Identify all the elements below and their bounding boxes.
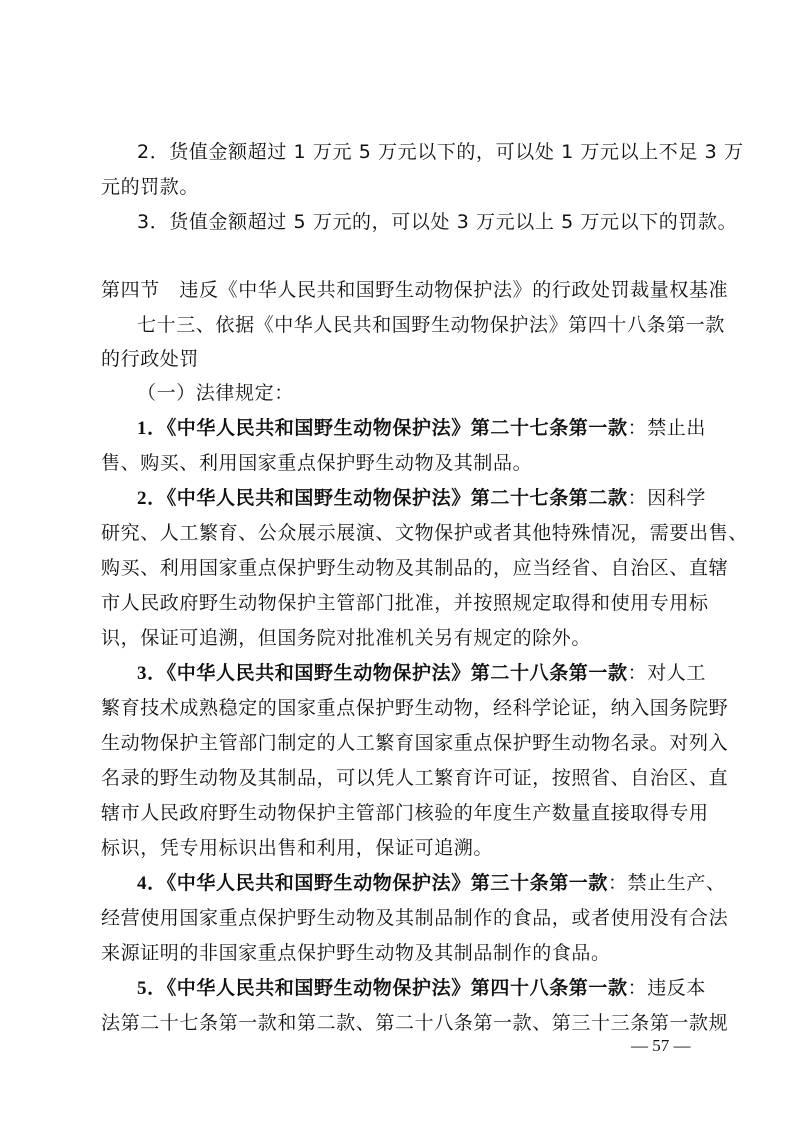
law-item-3-line: 生动物保护主管部门制定的人工繁育国家重点保护野生动物名录。对列入 <box>101 732 729 754</box>
law-item-4-text-start: ：禁止生产、 <box>608 872 726 894</box>
law-item-1-citation: 《中华人民共和国野生动物保护法》第二十七条第一款 <box>166 417 628 439</box>
law-item-1-text-start: ：禁止出 <box>627 417 707 439</box>
law-item-1-number: 1． <box>137 418 167 439</box>
law-item-2-citation: 《中华人民共和国野生动物保护法》第二十七条第二款 <box>166 487 628 509</box>
law-item-1-line: 售、购买、利用国家重点保护野生动物及其制品。 <box>101 452 533 474</box>
law-item-2-line: 购买、利用国家重点保护野生动物及其制品的，应当经省、自治区、直辖 <box>101 557 729 579</box>
law-item-5-text-start: ：违反本 <box>627 977 707 999</box>
law-item-3-line: 标识，凭专用标识出售和利用，保证可追溯。 <box>101 837 494 859</box>
law-item-3-head <box>137 661 706 686</box>
law-item-2-head <box>137 486 706 511</box>
law-item-2-line: 识，保证可追溯，但国务院对批准机关另有规定的除外。 <box>101 627 592 649</box>
law-item-3-line: 辖市人民政府野生动物保护主管部门核验的年度生产数量直接取得专用 <box>101 802 709 824</box>
law-item-4-line: 经营使用国家重点保护野生动物及其制品制作的食品，或者使用没有合法 <box>101 907 729 929</box>
law-item-4-citation: 《中华人民共和国野生动物保护法》第三十条第一款 <box>166 872 609 894</box>
penalty-item-2-line-1: 2．货值金额超过 1 万元 5 万元以下的，可以处 1 万元以上不足 3 万 <box>137 141 744 163</box>
law-item-3-number: 3． <box>137 663 167 684</box>
law-item-5-line: 法第二十七条第一款和第二款、第二十八条第一款、第三十三条第一款规 <box>101 1012 729 1034</box>
page-number: — 57 — <box>631 1036 691 1055</box>
law-item-3-citation: 《中华人民共和国野生动物保护法》第二十八条第一款 <box>166 662 628 684</box>
law-item-4-head <box>137 871 726 896</box>
law-item-5-head <box>137 976 706 1001</box>
law-item-2-line: 研究、人工繁育、公众展示展演、文物保护或者其他特殊情况，需要出售、 <box>101 522 748 544</box>
law-item-4-line: 来源证明的非国家重点保护野生动物及其制品制作的食品。 <box>101 942 611 964</box>
penalty-item-3-line-1: 3．货值金额超过 5 万元的，可以处 3 万元以上 5 万元以下的罚款。 <box>137 211 738 233</box>
law-item-5-citation: 《中华人民共和国野生动物保护法》第四十八条第一款 <box>166 977 628 999</box>
article-73-line-2: 的行政处罚 <box>101 348 200 370</box>
law-item-3-line: 名录的野生动物及其制品，可以凭人工繁育许可证，按照省、自治区、直 <box>101 767 729 789</box>
law-item-5-number: 5． <box>137 978 167 999</box>
article-73-line-1: 七十三、依据《中华人民共和国野生动物保护法》第四十八条第一款 <box>137 314 726 336</box>
law-item-1-head <box>137 416 706 441</box>
legal-provisions-heading: （一）法律规定： <box>137 382 294 404</box>
law-item-3-line: 繁育技术成熟稳定的国家重点保护野生动物，经科学论证，纳入国务院野 <box>101 697 729 719</box>
law-item-3-text-start: ：对人工 <box>627 662 707 684</box>
law-item-2-text-start: ：因科学 <box>627 487 707 509</box>
section-heading: 第四节 违反《中华人民共和国野生动物保护法》的行政处罚裁量权基准 <box>101 279 729 301</box>
penalty-item-2-line-2: 元的罚款。 <box>101 176 200 198</box>
law-item-2-line: 市人民政府野生动物保护主管部门批准，并按照规定取得和使用专用标 <box>101 592 709 614</box>
law-item-2-number: 2． <box>137 488 167 509</box>
law-item-4-number: 4． <box>137 873 167 894</box>
